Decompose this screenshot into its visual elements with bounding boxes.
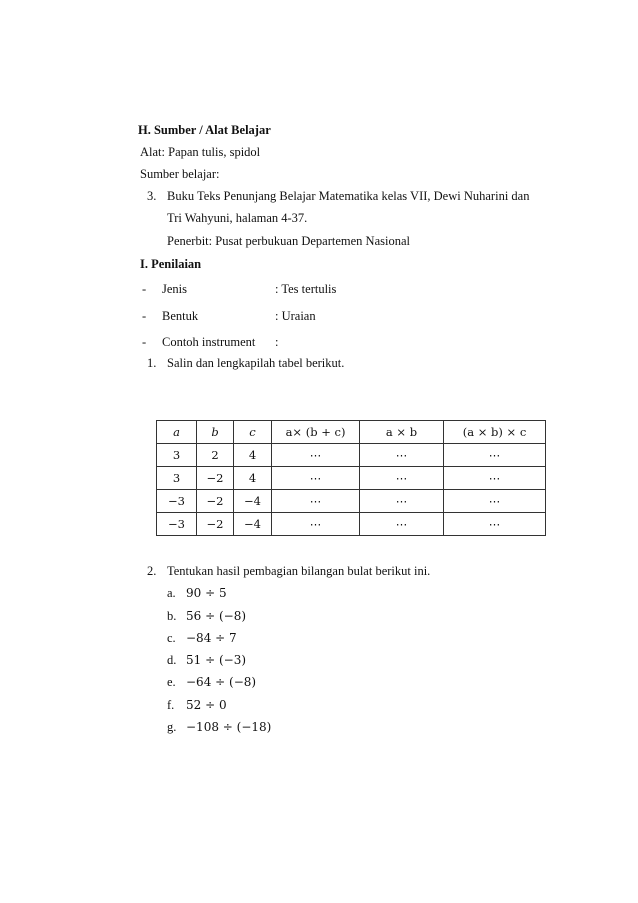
book-line-1: Buku Teks Penunjang Belajar Matematika kelas VII, Dewi Nuharini dan <box>167 189 530 203</box>
item-letter: b. <box>167 609 177 623</box>
table-cell: −4 <box>234 490 272 513</box>
item-letter: d. <box>167 653 177 667</box>
table-header-cell: (a × b) × c <box>444 421 546 444</box>
table-row <box>157 467 546 490</box>
bullet-dash: - <box>142 335 147 349</box>
item-letter: a. <box>167 586 176 600</box>
division-expression: −108 ÷ (−18) <box>186 720 272 734</box>
sumber-label: Sumber belajar: <box>140 167 220 181</box>
bullet-dash: - <box>142 309 147 323</box>
question-2-number: 2. <box>147 564 157 578</box>
table-cell: ⋯ <box>444 444 546 467</box>
division-expression: 90 ÷ 5 <box>186 586 227 600</box>
table-header-cell: a × b <box>360 421 444 444</box>
question-2-text: Tentukan hasil pembagian bilangan bulat berikut ini. <box>167 564 431 578</box>
table-header-cell: c <box>234 421 272 444</box>
table-cell: −2 <box>197 467 234 490</box>
bullet-label-contoh: Contoh instrument <box>162 335 256 349</box>
division-expression: 56 ÷ (−8) <box>186 609 247 623</box>
question-1-text: Salin dan lengkapilah tabel berikut. <box>167 356 345 370</box>
exercise-table <box>156 420 546 536</box>
question-1-number: 1. <box>147 356 157 370</box>
section-i-heading: I. Penilaian <box>140 257 202 271</box>
table-header-cell: a <box>157 421 197 444</box>
table-cell: ⋯ <box>360 513 444 536</box>
penerbit-line: Penerbit: Pusat perbukuan Departemen Nasional <box>167 234 410 248</box>
table-header-cell: a× (b + c) <box>272 421 360 444</box>
table-cell: −4 <box>234 513 272 536</box>
division-expression: 51 ÷ (−3) <box>186 653 247 667</box>
table-cell: 2 <box>197 444 234 467</box>
bullet-label-jenis: Jenis <box>162 282 187 296</box>
table-row <box>157 444 546 467</box>
table-cell: ⋯ <box>444 490 546 513</box>
table-cell: ⋯ <box>360 490 444 513</box>
bullet-label-bentuk: Bentuk <box>162 309 199 323</box>
item-letter: f. <box>167 698 175 712</box>
table-cell: ⋯ <box>360 467 444 490</box>
bullet-dash: - <box>142 282 147 296</box>
item-letter: g. <box>167 720 177 734</box>
table-cell: 4 <box>234 444 272 467</box>
book-item-number: 3. <box>147 189 157 203</box>
item-letter: c. <box>167 631 176 645</box>
division-expression: −64 ÷ (−8) <box>186 675 257 689</box>
table-header-row <box>157 421 546 444</box>
table-cell: −2 <box>197 490 234 513</box>
table-cell: −3 <box>157 513 197 536</box>
bullet-value-bentuk: : Uraian <box>275 309 316 323</box>
table-header-cell: b <box>197 421 234 444</box>
book-line-2: Tri Wahyuni, halaman 4-37. <box>167 211 308 225</box>
bullet-value-jenis: : Tes tertulis <box>275 282 337 296</box>
section-h-heading: H. Sumber / Alat Belajar <box>138 123 271 137</box>
table-cell: ⋯ <box>444 467 546 490</box>
table-cell: 3 <box>157 467 197 490</box>
table-cell: −2 <box>197 513 234 536</box>
table-cell: ⋯ <box>272 513 360 536</box>
table-cell: 4 <box>234 467 272 490</box>
division-expression: −84 ÷ 7 <box>186 631 237 645</box>
table-cell: ⋯ <box>360 444 444 467</box>
table-cell: ⋯ <box>272 467 360 490</box>
item-letter: e. <box>167 675 176 689</box>
division-expression: 52 ÷ 0 <box>186 698 227 712</box>
table-cell: ⋯ <box>272 444 360 467</box>
bullet-value-contoh: : <box>275 335 279 349</box>
table-cell: ⋯ <box>444 513 546 536</box>
table-row <box>157 513 546 536</box>
table-cell: 3 <box>157 444 197 467</box>
table-row <box>157 490 546 513</box>
alat-line: Alat: Papan tulis, spidol <box>140 145 261 159</box>
table-cell: ⋯ <box>272 490 360 513</box>
table-cell: −3 <box>157 490 197 513</box>
